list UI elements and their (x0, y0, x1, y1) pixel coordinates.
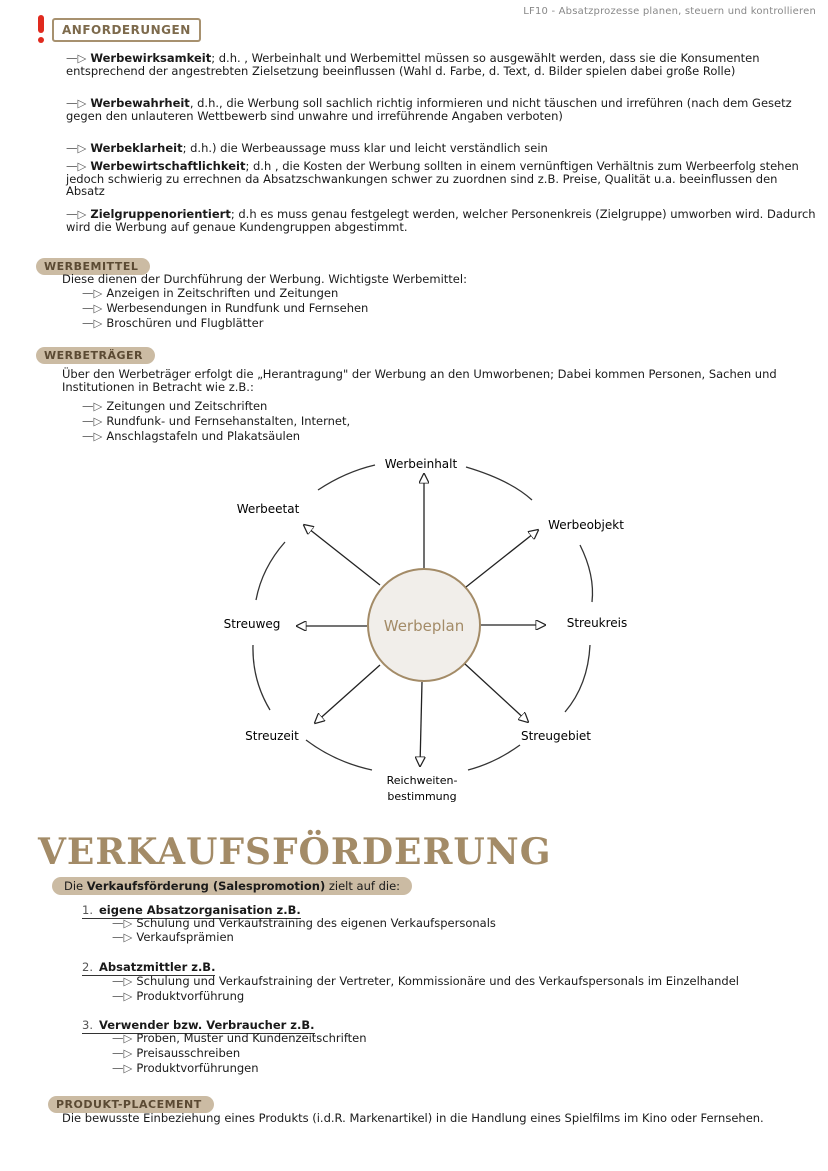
term-label: Werbewahrheit (90, 96, 190, 110)
werbetraeger-intro: Über den Werbeträger erfolgt die „Herantragung" der Werbung an den Umworbenen; Dabei kommen Personen, Sachen und Institutionen in Betracht wie z.B.: (62, 367, 777, 394)
list-item: —▷ Anschlagstafeln und Plakatsäulen (82, 429, 301, 443)
werbetraeger-label: WERBETRÄGER (36, 347, 155, 364)
label-streugebiet: Streugebiet (520, 729, 592, 743)
list-item: —▷ Zeitungen und Zeitschriften (82, 399, 268, 413)
arrow-down-left (315, 665, 380, 723)
label-werbeinhalt: Werbeinhalt (384, 457, 458, 471)
list-item: —▷ Produktvorführungen (112, 1061, 259, 1075)
label-werbeetat: Werbeetat (236, 502, 300, 516)
list-item: —▷ Werbewirksamkeit; d.h. , Werbeinhalt und Werbemittel müssen so ausgewählt werden, dass sie die Konsumenten entsprechend der angestrebten Zielsetzung beeinflussen (Wahl d. Farbe, d. Text, d. Bilder spielen dabei große Rolle) (66, 51, 760, 78)
arrow-up-right (466, 530, 538, 587)
list-item: —▷ Schulung und Verkaufstraining der Vertreter, Kommissionäre und des Verkaufspersonals im Einzelhandel (112, 974, 739, 988)
list-item: —▷ Broschüren und Flugblätter (82, 316, 264, 330)
arrow-down (420, 682, 422, 766)
verkaufsfoerderung-intro: Die Verkaufsförderung (Salespromotion) zielt auf die: (52, 877, 412, 895)
anforderungen-title: ANFORDERUNGEN (52, 18, 201, 42)
list-item: —▷ Verkaufsprämien (112, 930, 234, 944)
werbemittel-intro: Diese dienen der Durchführung der Werbung. Wichtigste Werbemittel: (62, 272, 467, 286)
anforderungen-heading (34, 15, 201, 45)
group-heading: 1. eigene Absatzorganisation z.B. (82, 903, 301, 917)
term-label: Zielgruppenorientiert (90, 207, 231, 221)
term-label: Werbewirtschaftlichkeit (90, 159, 246, 173)
label-streukreis: Streukreis (566, 616, 628, 630)
product-placement-label: PRODUKT-PLACEMENT (48, 1096, 214, 1113)
werbeplan-diagram (0, 450, 828, 810)
course-header: LF10 - Absatzprozesse planen, steuern und kontrollieren (523, 6, 816, 17)
verkaufsfoerderung-title: VERKAUFSFÖRDERUNG (38, 831, 552, 873)
term-text: ; d.h , die Kosten der Werbung sollten in einem vernünftigen Verhältnis zum Werbeerfolg stehen jedoch schwierig zu errechnen da Absatzschwankungen schwer zu zuordnen sind z.B. Preise, Qualität u.a. beeinflussen den Absatz (66, 159, 799, 198)
list-item: —▷ Werbesendungen in Rundfunk und Fernsehen (82, 301, 369, 315)
term-text: ; d.h. , Werbeinhalt und Werbemittel müssen so ausgewählt werden, dass sie die Konsumenten entsprechend der angestrebten Zielsetzung beeinflussen (Wahl d. Farbe, d. Text, d. Bilder spielen dabei große Rolle) (66, 51, 760, 78)
arrow-up-left (304, 525, 380, 585)
group-heading: 2. Absatzmittler z.B. (82, 960, 216, 974)
list-item: —▷ Anzeigen in Zeitschriften und Zeitungen (82, 286, 339, 300)
list-item: —▷ Werbewahrheit, d.h., die Werbung soll sachlich richtig informieren und nicht täuschen und irreführen (nach dem Gesetz gegen den unlauteren Wettbewerb sind unwahre und irreführende Angaben verboten) (66, 96, 792, 123)
label-streuzeit: Streuzeit (245, 729, 299, 743)
product-placement-text: Die bewusste Einbeziehung eines Produkts (i.d.R. Markenartikel) in die Handlung eines Spielfilms im Kino oder Fernsehen. (62, 1111, 764, 1125)
term-text: , d.h., die Werbung soll sachlich richtig informieren und nicht täuschen und irreführen (nach dem Gesetz gegen den unlauteren Wettbewerb sind unwahre und irreführende Angaben verboten) (66, 96, 792, 123)
group-heading: 3. Verwender bzw. Verbraucher z.B. (82, 1018, 315, 1032)
label-streuweg: Streuweg (223, 617, 281, 631)
term-text: ; d.h.) die Werbeaussage muss klar und leicht verständlich sein (182, 141, 548, 155)
list-item: —▷ Preisausschreiben (112, 1046, 241, 1060)
list-item: —▷ Produktvorführung (112, 989, 245, 1003)
arrow-down-right (465, 664, 528, 722)
list-item: —▷ Werbewirtschaftlichkeit; d.h , die Kosten der Werbung sollten in einem vernünftigen Verhältnis zum Werbeerfolg stehen jedoch schwierig zu errechnen da Absatzschwankungen schwer zu zuordnen sind z.B. Preise, Qualität u.a. beeinflussen den Absatz (66, 159, 799, 198)
exclamation-icon (34, 15, 48, 45)
label-reichweiten-1: Reichweiten- (386, 774, 458, 787)
list-item: —▷ Proben, Muster und Kundenzeitschriften (112, 1031, 367, 1045)
list-item: —▷ Zielgruppenorientiert; d.h es muss genau festgelegt werden, welcher Personenkreis (Zielgruppe) umworben wird. Dadurch wird die Werbung auf genaue Kundengruppen abgestimmt. (66, 207, 816, 234)
list-item: —▷ Schulung und Verkaufstraining des eigenen Verkaufspersonals (112, 916, 496, 930)
label-reichweiten-2: bestimmung (387, 790, 457, 803)
term-text: ; d.h es muss genau festgelegt werden, welcher Personenkreis (Zielgruppe) umworben wird. Dadurch wird die Werbung auf genaue Kundengruppen abgestimmt. (66, 207, 816, 234)
werbeplan-center: Werbeplan (383, 617, 465, 635)
term-label: Werbewirksamkeit (90, 51, 212, 65)
werbemittel-label: WERBEMITTEL (36, 258, 150, 275)
list-item: —▷ Werbeklarheit; d.h.) die Werbeaussage muss klar und leicht verständlich sein (66, 141, 548, 155)
list-item: —▷ Rundfunk- und Fernsehanstalten, Internet, (82, 414, 351, 428)
label-werbeobjekt: Werbeobjekt (548, 518, 624, 532)
term-label: Werbeklarheit (90, 141, 183, 155)
